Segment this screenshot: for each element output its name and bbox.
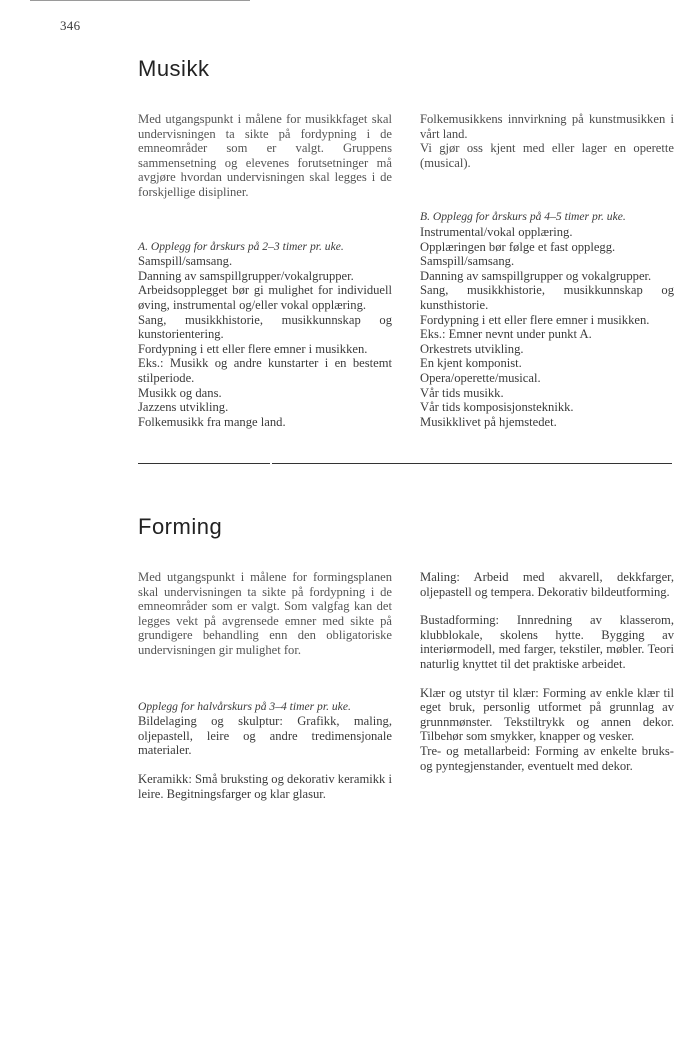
musikk-right-intro-2: Vi gjør oss kjent med eller lager en operette (musical). (420, 141, 674, 170)
forming-intro: Med utgangspunkt i målene for formingsplanen skal undervisningen ta sikte på fordypning i de emneområder som er valgt. Som valgfag kan det legges vekt på avgrensede emner med sikte på grundigere behandling enn den obligatoriske undervisningen gir mulighet for. (138, 570, 392, 657)
forming-right-column (420, 570, 674, 773)
list-item: Orkestrets utvikling. (420, 341, 524, 356)
musikk-a-list (138, 254, 392, 429)
forming-right-paragraph-3: Klær og utstyr til klær: Forming av enkle klær til eget bruk, personlig utformet på grunnlag av grunnmønster. Tekstiltrykk og annen dekor. Tilbehør som smykker, knapper og vesker. (420, 685, 674, 744)
forming-left-paragraph-2: Keramikk: Små bruksting og dekorativ keramikk i leire. Begitningsfarger og klar glasur. (138, 771, 392, 801)
list-item: En kjent komponist. (420, 356, 522, 371)
list-item: Vår tids musikk. (420, 385, 504, 400)
forming-left-column (138, 570, 392, 801)
list-item: Folkemusikk fra mange land. (138, 414, 286, 429)
list-item: Samspill/samsang. (138, 254, 233, 269)
section-divider-left (138, 463, 270, 464)
forming-left-paragraph-1: Bildelaging og skulptur: Grafikk, maling, oljepastell, leire og andre tredimensjonale materialer. (138, 714, 392, 758)
list-item: Fordypning i ett eller flere emner i musikken. (138, 341, 368, 356)
list-item: Instrumental/vokal opplæring. (420, 224, 573, 239)
forming-right-paragraph-2: Bustadforming: Innredning av klasserom, klubblokale, skolens hytte. Bygging av interiørmodell, med farger, tekstiler, møbler. Teori naturlig knyttet til det praktiske arbeidet. (420, 613, 674, 671)
forming-right-paragraph-4: Tre- og metallarbeid: Forming av enkelte bruks- og pyntegjenstander, eventuelt med dekor. (420, 743, 674, 773)
musikk-b-heading: B. Opplegg for årskurs på 4–5 timer pr. uke. (420, 210, 626, 224)
list-item: Opera/operette/musical. (420, 370, 541, 385)
musikk-a-heading: A. Opplegg for årskurs på 2–3 timer pr. uke. (138, 239, 344, 253)
top-rule (30, 0, 250, 1)
list-item: Danning av samspillgrupper/vokalgrupper. (138, 268, 354, 283)
section-title-forming: Forming (138, 514, 223, 539)
list-item: Sang, musikkhistorie, musikkunnskap og kunstorientering. (138, 312, 392, 342)
musikk-right-intro-1: Folkemusikkens innvirkning på kunstmusikken i vårt land. (420, 112, 674, 141)
list-item: Arbeidsopplegget bør gi mulighet for individuell øving, instrumental og/eller vokal opplæring. (138, 283, 392, 312)
list-item: Eks.: Musikk og andre kunstarter i en bestemt stilperiode. (138, 356, 392, 385)
musikk-left-column (138, 112, 392, 429)
musikk-intro: Med utgangspunkt i målene for musikkfaget skal undervisningen ta sikte på fordypning i de emneområder som er valgt. Gruppens sammensetning og elevenes forutsetninger må avgjøre hvordan undervisningen skal legges i de forskjellige disipliner. (138, 112, 392, 199)
section-divider-right (272, 463, 672, 464)
list-item: Danning av samspillgrupper og vokalgrupper. (420, 268, 652, 283)
list-item: Sang, musikkhistorie, musikkunnskap og kunsthistorie. (420, 283, 674, 312)
list-item: Musikk og dans. (138, 385, 222, 400)
forming-right-paragraph-1: Maling: Arbeid med akvarell, dekkfarger, oljepastell og tempera. Dekorativ bildeutforming. (420, 570, 674, 599)
list-item: Fordypning i ett eller flere emner i musikken. (420, 312, 650, 327)
list-item: Opplæringen bør følge et fast opplegg. (420, 239, 616, 254)
list-item: Vår tids komposisjonsteknikk. (420, 400, 574, 415)
list-item: Jazzens utvikling. (138, 400, 229, 415)
list-item: Musikklivet på hjemstedet. (420, 414, 557, 429)
musikk-right-column (420, 112, 674, 429)
list-item: Samspill/samsang. (420, 254, 515, 269)
musikk-b-list (420, 225, 674, 429)
forming-sub-heading: Opplegg for halvårskurs på 3–4 timer pr. uke. (138, 699, 351, 713)
section-title-musikk: Musikk (138, 56, 210, 81)
list-item: Eks.: Emner nevnt under punkt A. (420, 327, 592, 342)
page-number: 346 (60, 18, 81, 33)
